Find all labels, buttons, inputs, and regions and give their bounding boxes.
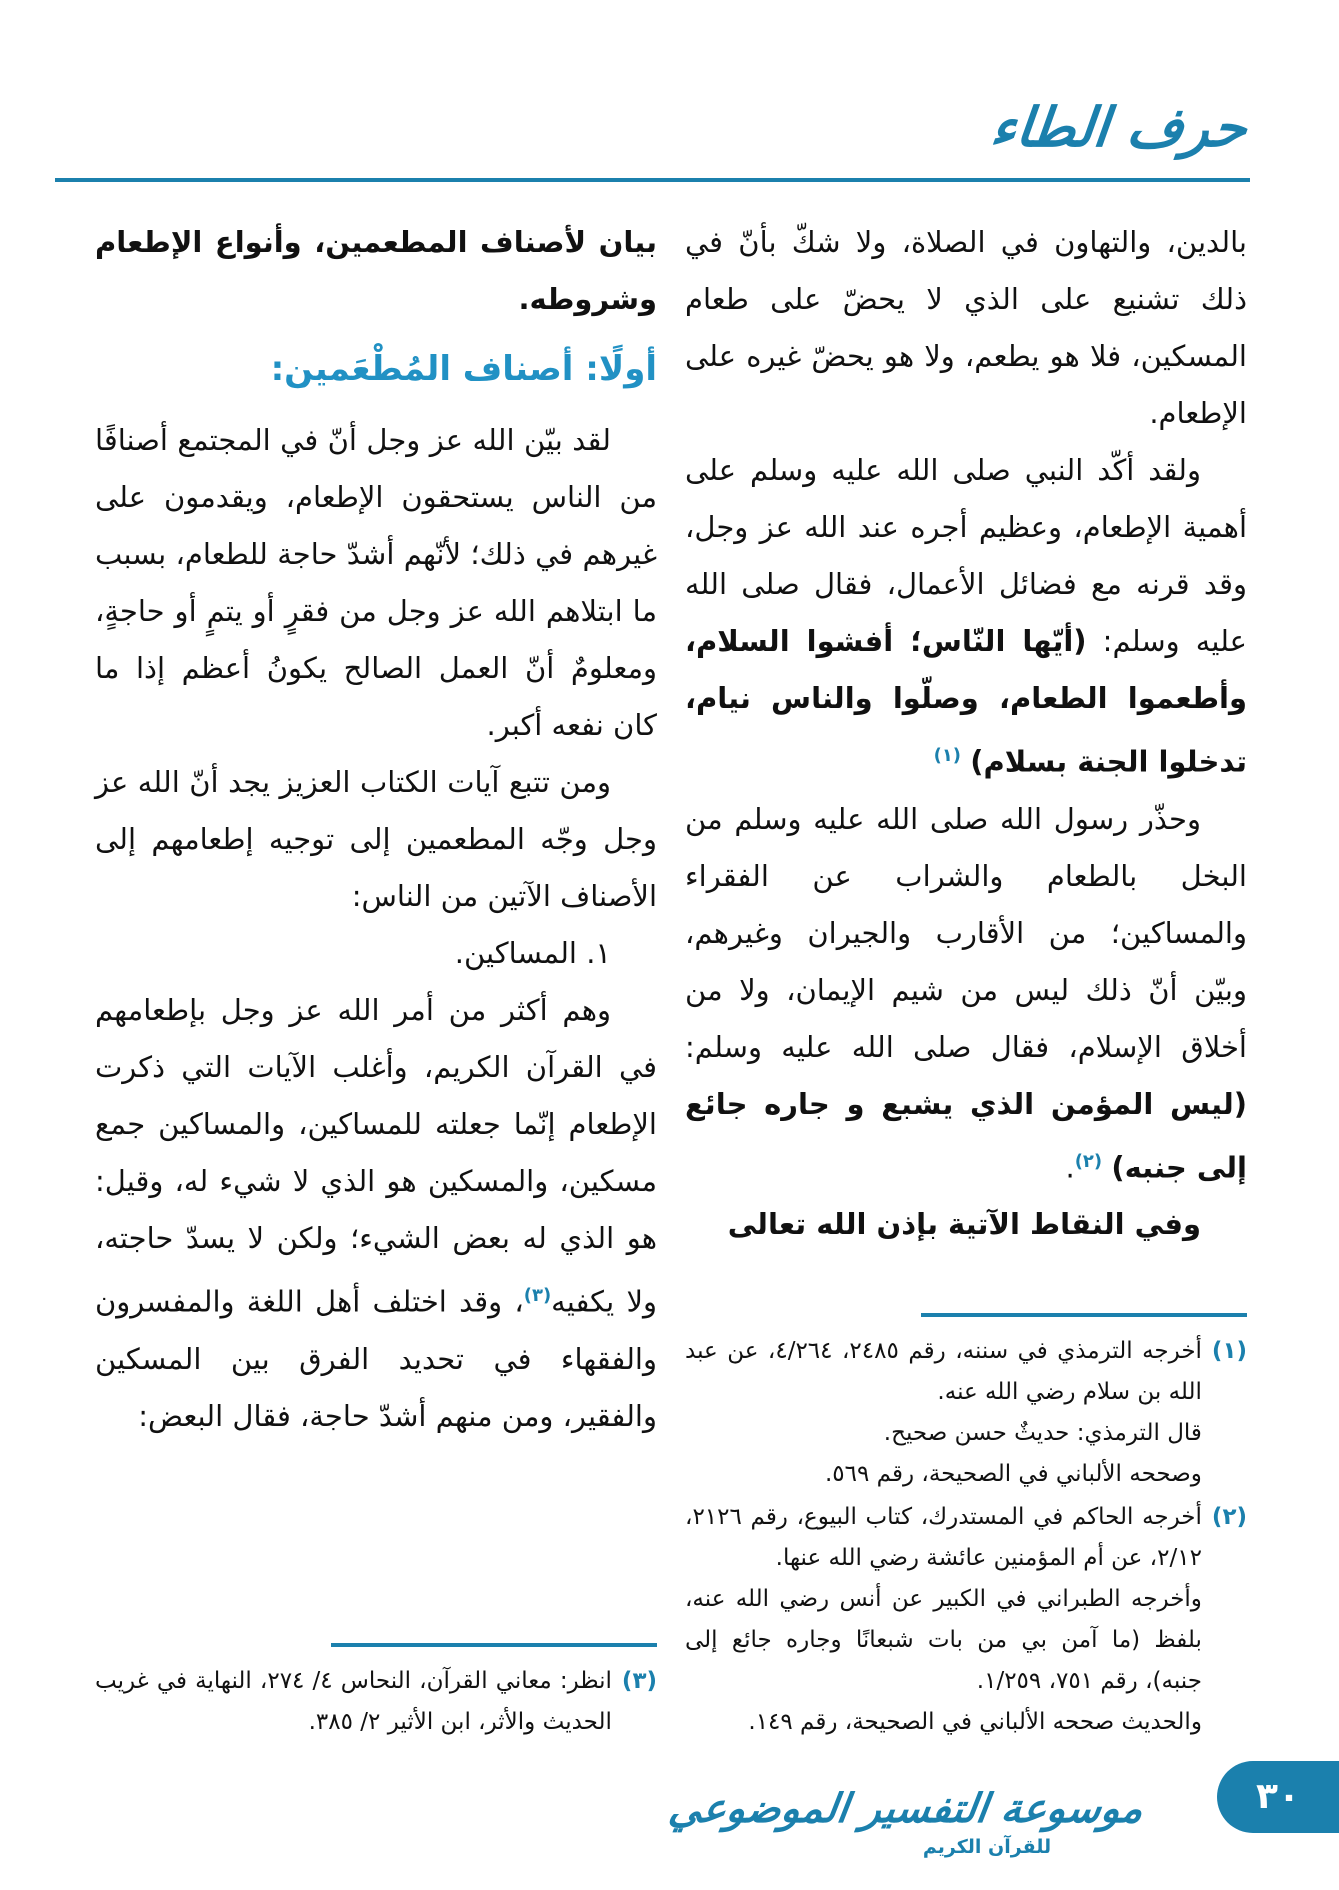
footnote-marker: (١)	[1211, 1338, 1247, 1364]
list-item	[95, 925, 657, 982]
footnote-marker: (٢)	[1211, 1504, 1247, 1530]
paragraph	[95, 214, 657, 328]
page-number: ٣٠	[1256, 1776, 1300, 1817]
footnote-ref: (٣)	[523, 1285, 552, 1306]
footnote	[685, 1331, 1247, 1495]
paragraph	[95, 754, 657, 925]
footnote-line: والحديث صححه الألباني في الصحيحة، رقم ١٤٩.	[748, 1709, 1202, 1735]
column-left	[95, 214, 657, 1745]
publisher-logo	[665, 1786, 1147, 1859]
body-text: ، وقد اختلف أهل اللغة والمفسرون والفقهاء في تحديد الفرق بين المسكين والفقير، ومن منهم أشدّ حاجة، فقال البعض:	[95, 1284, 657, 1433]
column-right-text	[685, 214, 1247, 1253]
footnote-line: أخرجه الحاكم في المستدرك، كتاب البيوع، رقم ٢١٢٦، ٢/١٢، عن أم المؤمنين عائشة رضي الله عنها.	[685, 1504, 1202, 1571]
footnote-line: قال الترمذي: حديثٌ حسن صحيح.	[883, 1420, 1202, 1446]
footnote-separator	[921, 1313, 1247, 1317]
body-text: بالدين، والتهاون في الصلاة، ولا شكّ بأنّ في ذلك تشنيع على الذي لا يحضّ على طعام المسكين، فلا هو يطعم، ولا هو يحضّ غيره على الإطعام.	[685, 225, 1247, 430]
footnotes-right	[685, 1307, 1247, 1745]
page-number-badge	[1217, 1761, 1339, 1833]
footnote-line: وأخرجه الطبراني في الكبير عن أنس رضي الله عنه، بلفظ (ما آمن بي من بات شبعانًا وجاره جائع إلى جنبه)، رقم ٧٥١، ١/٢٥٩.	[685, 1586, 1202, 1694]
paragraph	[685, 442, 1247, 791]
quoted-text: (أيّها النّاس؛ أفشوا السلام، وأطعموا الطعام، وصلّوا والناس نيام، تدخلوا الجنة بسلام)	[685, 624, 1247, 779]
body-text: .	[1065, 1150, 1075, 1185]
footnote-line: أخرجه الترمذي في سننه، رقم ٢٤٨٥، ٤/٢٦٤، عن عبد الله بن سلام رضي الله عنه.	[685, 1338, 1202, 1405]
body-text: ومن تتبع آيات الكتاب العزيز يجد أنّ الله عز وجل وجّه المطعمين إلى توجيه إطعامهم إلى الأصناف الآتين من الناس:	[95, 765, 657, 913]
footnote-ref: (٢)	[1074, 1150, 1103, 1172]
column-left-text	[95, 214, 657, 1445]
chapter-title: حرف الطاء	[988, 96, 1251, 159]
footnote-separator	[331, 1643, 657, 1647]
footnote-marker: (٣)	[621, 1668, 657, 1694]
header-rule	[55, 178, 1250, 182]
quoted-text: (ليس المؤمن الذي يشبع و جاره جائع إلى جنبه)	[685, 1086, 1247, 1185]
publisher-logo-title: موسوعة التفسير الموضوعي	[665, 1786, 1147, 1833]
column-right	[685, 214, 1247, 1745]
paragraph	[685, 791, 1247, 1197]
section-heading: أولًا: أصناف المُطْعَمين:	[270, 349, 657, 389]
body-text: لقد بيّن الله عز وجل أنّ في المجتمع أصنافًا من الناس يستحقون الإطعام، ويقدمون على غيرهم في ذلك؛ لأنّهم أشدّ حاجة للطعام، بسبب ما ابتلاهم الله عز وجل من فقرٍ أو يتمٍ أو حاجةٍ، ومعلومٌ أنّ العمل الصالح يكونُ أعظم إذا ما كان نفعه أكبر.	[95, 423, 657, 742]
footnote-text	[685, 1331, 1202, 1495]
footnote-ref: (١)	[933, 745, 961, 766]
page-content	[95, 214, 1247, 1745]
body-text	[1102, 1150, 1111, 1184]
footnote	[95, 1661, 657, 1743]
publisher-logo-subtitle: للقرآن الكريم	[922, 1836, 1052, 1859]
footnote-line: وصححه الألباني في الصحيحة، رقم ٥٦٩.	[824, 1461, 1202, 1487]
quoted-text: بيان لأصناف المطعمين، وأنواع الإطعام وشروطه.	[95, 225, 657, 316]
paragraph	[685, 214, 1247, 442]
footnotes-left	[95, 1637, 657, 1745]
footnote-line: انظر: معاني القرآن، النحاس ٤/ ٢٧٤، النهاية في غريب الحديث والأثر، ابن الأثير ٢/ ٣٨٥.	[95, 1668, 612, 1735]
paragraph	[685, 1196, 1247, 1253]
body-text: ١. المساكين.	[454, 936, 611, 970]
paragraph	[95, 982, 657, 1445]
paragraph	[95, 412, 657, 754]
body-text: وهم أكثر من أمر الله عز وجل بإطعامهم في القرآن الكريم، وأغلب الآيات التي ذكرت الإطعام إنّما جعلته للمساكين، والمساكين جمع مسكين، والمسكين هو الذي لا شيء له، وقيل: هو الذي له بعض الشيء؛ ولكن لا يسدّ حاجته، ولا يكفيه	[95, 993, 657, 1319]
body-text	[961, 745, 970, 779]
footnote-text	[685, 1497, 1202, 1743]
body-text: وحذّر رسول الله صلى الله عليه وسلم من البخل بالطعام والشراب عن الفقراء والمساكين؛ من الأقارب والجيران وغيرهم، وبيّن أنّ ذلك ليس من شيم الإيمان، ولا من أخلاق الإسلام، فقال صلى الله عليه وسلم:	[685, 801, 1247, 1064]
body-text: ولقد أكّد النبي صلى الله عليه وسلم على أهمية الإطعام، وعظيم أجره عند الله عز وجل، وقد قرنه مع فضائل الأعمال، فقال صلى الله عليه وسلم:	[685, 453, 1247, 658]
footnote-text	[95, 1661, 612, 1743]
quoted-text: وفي النقاط الآتية بإذن الله تعالى	[727, 1207, 1201, 1242]
footnote	[685, 1497, 1247, 1743]
